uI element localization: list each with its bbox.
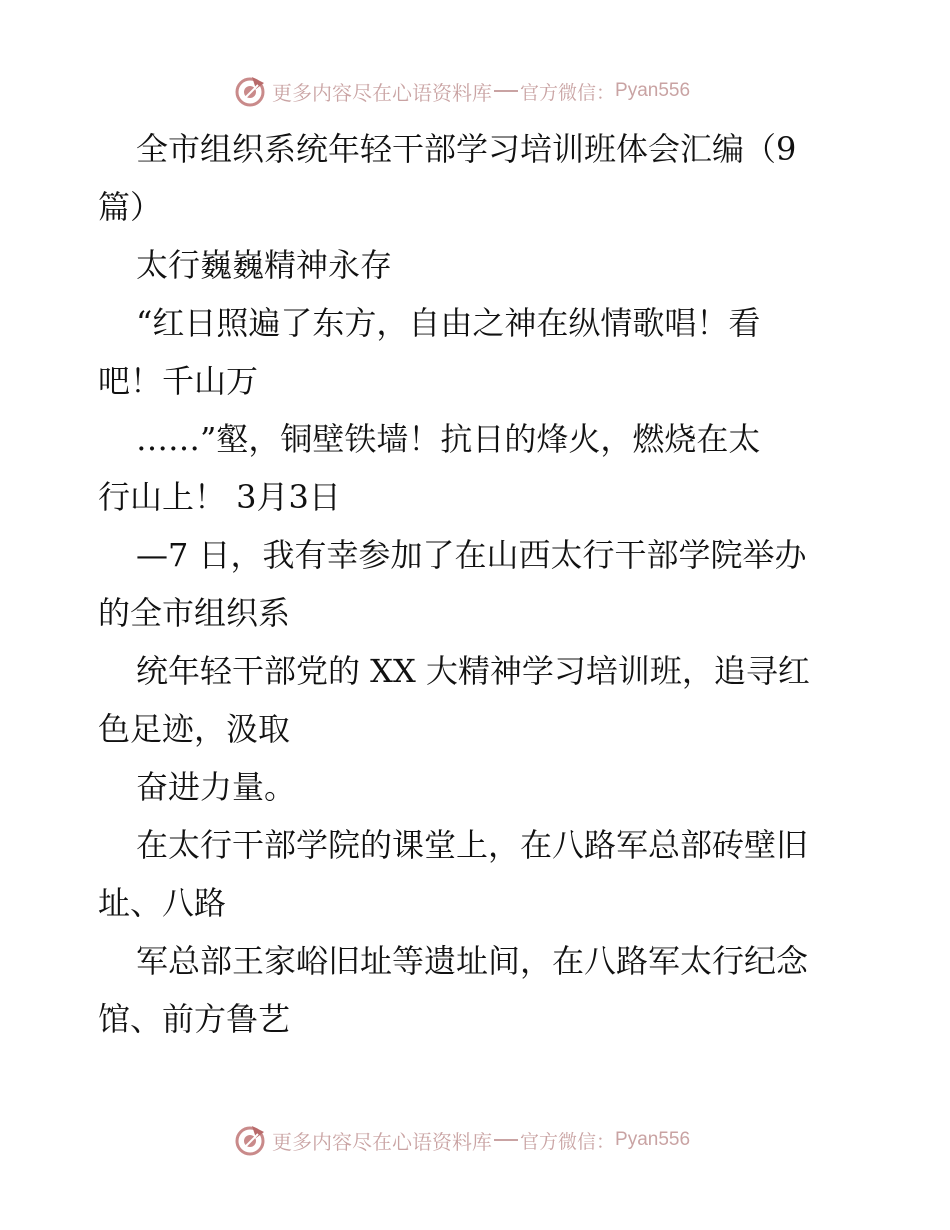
text-line: 统年轻干部党的 XX 大精神学习培训班，追寻红 [136, 652, 810, 690]
text-line: —7 日，我有幸参加了在山西太行干部学院举办 [136, 536, 807, 574]
title-line-1: 全市组织系统年轻干部学习培训班体会汇编（9 [136, 130, 797, 168]
footer-watermark [232, 1120, 690, 1160]
logo-icon [232, 73, 268, 109]
section-heading: 太行巍巍精神永存 [136, 246, 393, 284]
text-line: “红日照遍了东方，自由之神在纵情歌唱！看 [136, 304, 761, 342]
title-line-2: 篇） [98, 188, 163, 226]
watermark-wechat-id: Pyan556 [615, 1129, 691, 1150]
watermark-site-text: 更多内容尽在心语资料库 [272, 1129, 492, 1154]
text-line: ……”壑，铜壁铁墙！抗日的烽火，燃烧在太 [136, 420, 761, 458]
watermark-official-label: 官方微信： [520, 81, 616, 104]
watermark-dash [494, 1139, 518, 1141]
text-line: 的全市组织系 [98, 594, 291, 632]
header-watermark [232, 71, 690, 111]
text-line: 色足迹，汲取 [98, 710, 291, 748]
text-line: 奋进力量。 [136, 768, 297, 806]
document-body [98, 120, 858, 1048]
text-line: 在太行干部学院的课堂上，在八路军总部砖壁旧 [136, 826, 809, 864]
text-line: 行山上！ 3月3日 [98, 478, 341, 516]
logo-icon [232, 1122, 268, 1158]
watermark-site-text: 更多内容尽在心语资料库 [272, 80, 492, 105]
watermark-wechat-id: Pyan556 [615, 80, 691, 101]
text-line: 吧！千山万 [98, 362, 259, 400]
watermark-dash [494, 90, 518, 92]
watermark-official-label: 官方微信： [520, 1130, 616, 1153]
text-line: 军总部王家峪旧址等遗址间，在八路军太行纪念 [136, 942, 809, 980]
text-line: 馆、前方鲁艺 [98, 1000, 291, 1038]
text-line: 址、八路 [98, 884, 227, 922]
